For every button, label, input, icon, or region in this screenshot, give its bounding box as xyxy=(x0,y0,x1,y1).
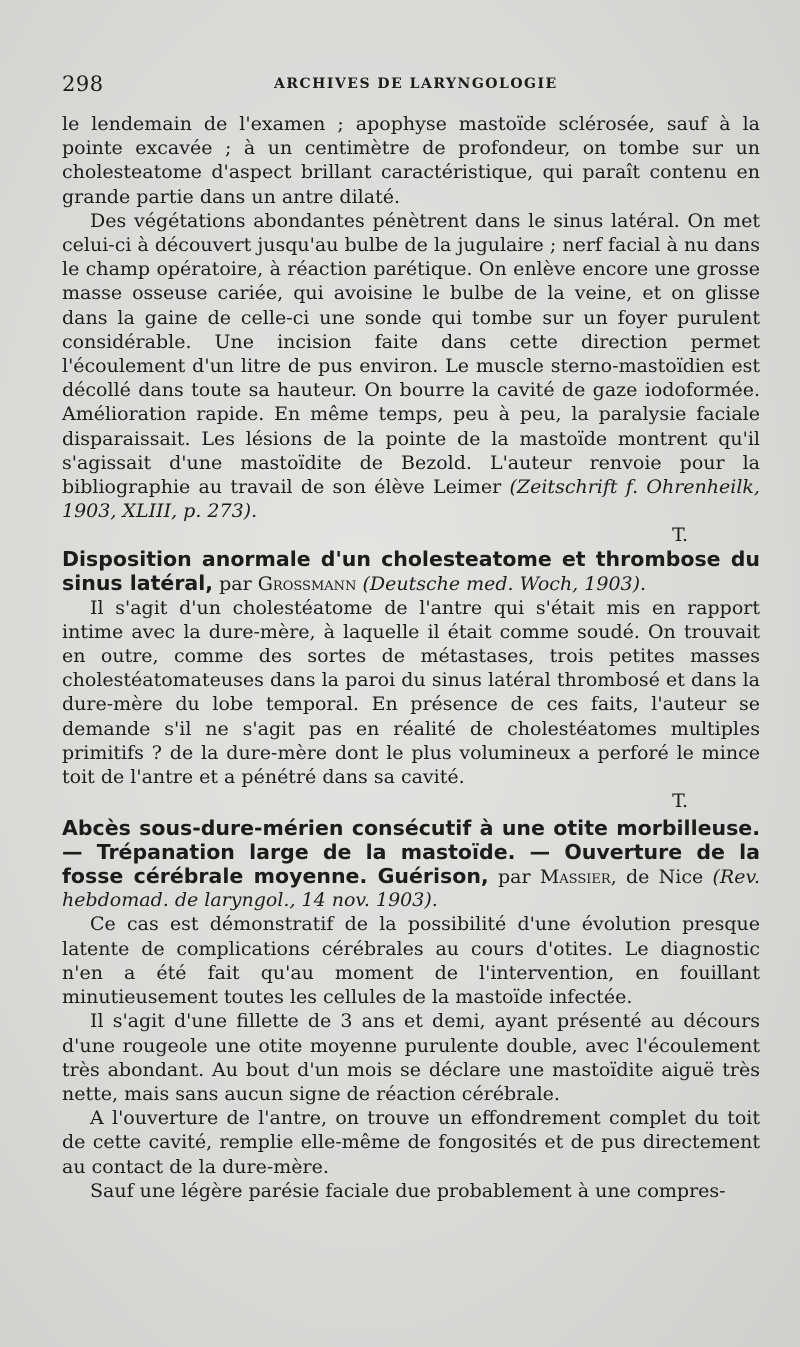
paragraph-text: Des végétations abondantes pénètrent dans le sinus latéral. On met celui-ci à découvert jusqu'au bulbe de la jugulaire ; nerf facial à nu dans le champ opératoire, à réaction parétique. On enlève encore une grosse masse osseuse cariée, qui avoisine le bulbe de la veine, et on glisse dans la gaine de celle-ci une sonde qui tombe sur un foyer purulent considérable. Une incision faite dans cette direction permet l'écoulement d'un litre de pus environ. Le muscle sterno-mastoïdien est décollé dans toute sa hauteur. On bourre la cavité de gaze iodoformée. Amélioration rapide. En même temps, peu à peu, la paralysie faciale disparaissait. Les lésions de la pointe de la mastoïde montrent qu'il s'agissait d'une mastoïdite de Bezold. L'auteur renvoie pour la bibliographie au travail de son élève Leimer xyxy=(62,209,760,499)
source-citation: (Rev. hebdomad. de laryngol., 14 nov. 1903). xyxy=(62,866,760,912)
paragraph xyxy=(62,209,760,524)
author-signature: T. xyxy=(672,790,688,813)
article-title-text: Disposition anormale d'un cholesteatome et thrombose du sinus latéral, xyxy=(62,546,760,595)
title-by: par xyxy=(498,866,531,889)
author-name: Massier xyxy=(539,866,611,889)
citation: (Zeitschrift f. Ohrenheilk, 1903, XLIII, p. 273). xyxy=(62,476,760,523)
page-header xyxy=(62,72,762,98)
paragraph: A l'ouverture de l'antre, on trouve un effondrement complet du toit de cette cavité, remplie elle-même de fongosités et de pus directement au contact de la dure-mère. xyxy=(62,1107,760,1178)
author-name: Grossmann xyxy=(257,572,357,595)
paragraph: le lendemain de l'examen ; apophyse mastoïde sclérosée, sauf à la pointe excavée ; à un centimètre de profondeur, on tombe sur un cholesteatome d'aspect brillant caractéristique, qui paraît contenu en grande partie dans un antre dilaté. xyxy=(62,113,760,208)
article-body xyxy=(62,112,760,1203)
running-title: ARCHIVES DE LARYNGOLOGIE xyxy=(274,76,558,92)
article-title xyxy=(62,548,760,596)
paragraph: Il s'agit d'une fillette de 3 ans et demi, ayant présenté au décours d'une rougeole une otite moyenne purulente double, avec l'écoulement très abondant. Au bout d'un mois se déclare une mastoïdite aiguë très nette, mais sans aucun signe de réaction cérébrale. xyxy=(62,1010,760,1105)
author-place: , de Nice xyxy=(610,866,704,889)
source-citation: (Deutsche med. Woch, 1903). xyxy=(362,572,647,595)
article-title xyxy=(62,817,760,912)
author-signature: T. xyxy=(672,524,688,547)
section-grossmann xyxy=(62,548,760,814)
paragraph: Il s'agit d'un cholestéatome de l'antre qui s'était mis en rapport intime avec la dure-mère, à laquelle il était comme soudé. On trouvait en outre, comme des sortes de métastases, trois petites masses cholestéatomateuses dans la paroi du sinus latéral thrombosé et dans la dure-mère du lobe temporal. En présence de ces faits, l'auteur se demande s'il ne s'agit pas en réalité de cholestéatomes multiples primitifs ? de la dure-mère dont le plus volumineux a perforé le mince toit de l'antre et a pénétré dans sa cavité. xyxy=(62,596,760,789)
section-massier xyxy=(62,817,760,1202)
title-by: par xyxy=(219,572,252,595)
paragraph: Ce cas est démonstratif de la possibilité d'une évolution presque latente de complications cérébrales au cours d'otites. Le diagnostic n'en a été fait qu'au moment de l'intervention, en fouillant minutieusement toutes les cellules de la mastoïde infectée. xyxy=(62,913,760,1009)
section-bezold xyxy=(62,112,760,548)
article-title-text: Abcès sous-dure-mérien consécutif à une otite morbilleuse. — Trépanation large de la mastoïde. — Ouverture de la fosse cérébrale moyenne. Guérison, xyxy=(62,816,760,889)
page-number: 298 xyxy=(62,72,104,96)
paragraph: Sauf une légère parésie faciale due probablement à une compres- xyxy=(90,1179,726,1202)
